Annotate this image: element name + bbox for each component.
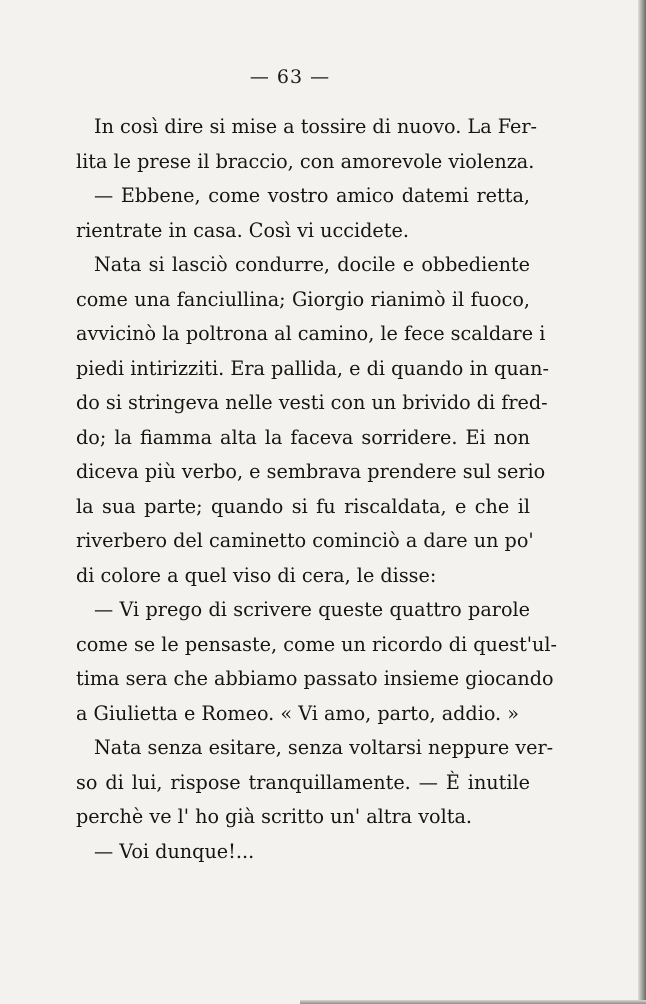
text-line: riverbero del caminetto cominciò a dare un po' (76, 529, 534, 552)
body-text (76, 110, 558, 869)
text-line: come una fanciullina; Giorgio rianimò il fuoco, (76, 287, 530, 311)
text-line: rientrate in casa. Così vi uccidete. (76, 218, 409, 242)
text-line: — Ebbene, come vostro amico datemi retta, (94, 184, 530, 207)
text-line: so di lui, rispose tranquillamente. — È inutile (76, 770, 530, 794)
page-number: — 63 — (249, 66, 331, 88)
text-line: piedi intirizziti. Era pallida, e di quando in quan- (76, 356, 549, 380)
page-edge-shadow (638, 0, 646, 1004)
text-line: do si stringeva nelle vesti con un brivido di fred- (76, 391, 548, 414)
page-bottom-edge (300, 1000, 646, 1004)
text-line: do; la fiamma alta la faceva sorridere. Ei non (76, 425, 530, 449)
text-line: — Vi prego di scrivere queste quattro parole (94, 598, 530, 621)
text-line: Nata senza esitare, senza voltarsi neppure ver- (94, 736, 554, 759)
text-line: lita le prese il braccio, con amorevole violenza. (76, 149, 535, 173)
text-line: la sua parte; quando si fu riscaldata, e che il (76, 494, 530, 518)
text-line: diceva più verbo, e sembrava prendere sul serio (76, 460, 546, 483)
text-line: tima sera che abbiamo passato insieme giocando (76, 667, 554, 690)
text-line: perchè ve l' ho già scritto un' altra volta. (76, 805, 472, 828)
text-line: come se le pensaste, come un ricordo di quest'ul- (76, 632, 558, 656)
text-line: di colore a quel viso di cera, le disse: (76, 563, 437, 587)
text-line: avvicinò la poltrona al camino, le fece scaldare i (76, 322, 546, 345)
text-line: a Giulietta e Romeo. « Vi amo, parto, addio. » (76, 701, 519, 725)
text-line: In così dire si mise a tossire di nuovo. La Fer- (94, 115, 538, 138)
text-line: — Voi dunque!... (94, 839, 255, 863)
text-line: Nata si lasciò condurre, docile e obbediente (94, 253, 530, 276)
